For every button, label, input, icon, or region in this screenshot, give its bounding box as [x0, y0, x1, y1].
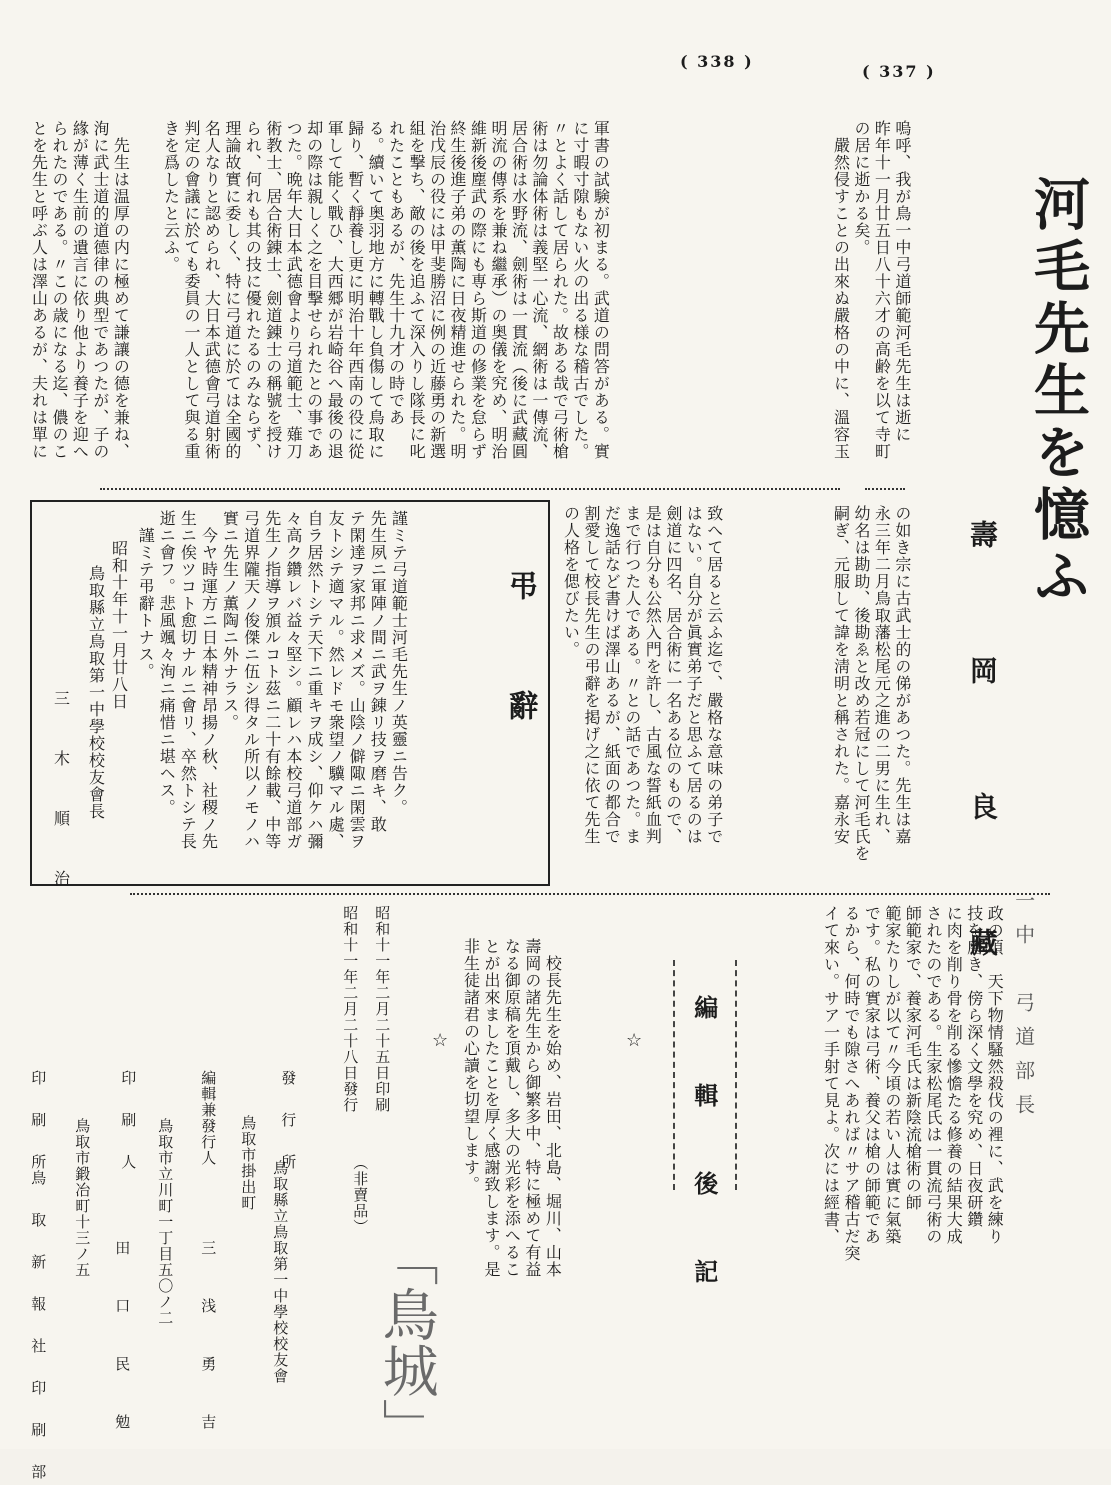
printer-name: 田 口 民 勉 — [113, 1240, 132, 1443]
text-line: 非生徒諸君の心讀を切望します。 — [461, 938, 481, 1193]
essay-intro-columns — [830, 120, 912, 490]
text-line: 弓道界隴天ノ俊傑ニ伍シ得タル所以ノモノハ — [241, 510, 261, 850]
text-line: 終生後進子弟の薫陶に日夜精進せられた。明 — [448, 120, 468, 460]
text-line: れたこともあるが、先生十九才の時であ — [386, 120, 406, 426]
text-line: 先生ノ指導ヲ頒ルコト茲ニ二十有餘載、中等 — [262, 510, 282, 850]
divider — [865, 488, 905, 490]
text-line: る。續いて奥羽地方に轉戰し負傷して鳥取に — [366, 120, 386, 460]
text-line: 範家たりしが以て〃今頃の若い人は實に氣築 — [882, 905, 902, 1245]
text-line: 自ラ居然トシテ天下ニ重キヲ成シ、仰ケハ彌 — [304, 510, 324, 850]
text-line: 術教士、居合術錬士、劍道錬士の稱號を授け — [263, 120, 283, 460]
text-line: 軍して能く戰ひ、大西郷が岩崎谷へ最後の退 — [325, 120, 345, 460]
text-line: 師範家で、養家河毛氏は新陰流槍術の師 — [903, 905, 923, 1211]
essay-columns-bottom-right — [820, 905, 1005, 1262]
condolence-text — [135, 510, 409, 870]
text-line: されたのである。生家松尾氏は一貫流弓術の — [923, 905, 943, 1245]
text-line: 是は自分も公然入門を許し、古風な誓紙血判 — [643, 505, 663, 845]
text-line: 洵に武士道的道德律の典型であつたが、子の — [90, 120, 110, 460]
condolence-signer: 三 木 順 治 — [51, 690, 71, 900]
text-line: 先生夙ニ軍陣ノ間ニ武ヲ錬リ技ヲ磨キ、敢 — [368, 510, 388, 833]
text-line: 々高ク鑽レバ益々堅シ。顧レハ本校弓道部ガ — [283, 510, 303, 850]
text-line: 却の際は親しく之を目撃せられたとの事であ — [304, 120, 324, 460]
essay-columns-middle — [160, 120, 610, 480]
editor-name: 三 浅 勇 吉 — [199, 1240, 218, 1443]
text-line: 判定の會議に於ても委員の一人として與る重 — [181, 120, 201, 460]
page-number-right: ( 337 ) — [862, 62, 936, 81]
publisher-name: 鳥取縣立鳥取第一中學校校友會 — [271, 1160, 290, 1384]
essay-title: 河毛先生を憶ふ — [1025, 175, 1091, 609]
text-line: 技を磨き、傍ら深く文學を究め、日夜研鑽 — [964, 905, 984, 1228]
essay-columns-lower-right — [830, 505, 912, 885]
text-line: られ、何れも其の技に優れたるのみならず、 — [243, 120, 263, 460]
condolence-date: 昭和十年十一月廿八日 — [109, 540, 129, 710]
text-line: なる御原稿を頂戴し、多大の光彩を添へるこ — [502, 938, 522, 1278]
text-line: 劍道に四名、居合術に一名ある位のもので、 — [663, 505, 683, 845]
text-line: つた。晩年大日本武德會より弓道範士、薙刀 — [284, 120, 304, 460]
text-line: 組を撃ち、敵の後を追ふて深入りし隊長に叱 — [407, 120, 427, 460]
price-note: （非賣品） — [351, 1155, 370, 1235]
text-line: 術は勿論体術は義堅一心流、網術は一傳流、 — [529, 120, 549, 460]
text-line: 治戊辰の役には甲斐勝沼に例の近藤勇の新選 — [427, 120, 447, 460]
text-line: 嗚呼、我が鳥一中弓道師範河毛先生は逝に — [892, 120, 912, 443]
divider — [100, 488, 840, 490]
text-line: の人格を偲びたい。 — [561, 505, 581, 658]
text-line: 友トシテ適マル。然レドモ衆望ノ驥マル處、 — [326, 510, 346, 850]
author-name: 壽 岡 良 藏 — [965, 520, 999, 996]
text-line: イて來い。サア一手射て見よ。次には經書、 — [821, 905, 841, 1245]
text-line: 謹ミテ弓道範士河毛先生ノ英靈ニ告ク。 — [389, 510, 409, 816]
editor-address: 鳥取市立川町一丁目五〇ノ二 — [156, 1118, 175, 1326]
text-line: の居に逝かる矣。 — [851, 120, 871, 256]
text-line: られたのである。〃この歳になる迄、儂のこ — [49, 120, 69, 460]
text-line: 嚴然侵すことの出來ぬ嚴格の中に、溫容玉 — [831, 120, 851, 460]
text-line: 理論故實に委しく、特に弓道に於ては全國的 — [222, 120, 242, 460]
text-line: 幼名は勘助、後勘ゑと改め若冠にして河毛氏を — [851, 505, 871, 862]
text-line: まで行つた人である。〃との話であつた。ま — [622, 505, 642, 845]
publisher-label: 發 行 所 — [279, 1070, 298, 1175]
text-line: とが出來ましたことを厚く感謝致します。是 — [481, 938, 501, 1278]
printshop-label: 印 刷 所 — [29, 1070, 48, 1175]
text-line: きを爲したと云ふ。 — [161, 120, 181, 273]
text-line: はない。自分が眞實弟子だと思ふて居るのは — [684, 505, 704, 845]
text-line: 割愛して校長先生の弔辭を掲げ之に依て先生 — [581, 505, 601, 845]
text-line: に寸暇寸隙もない火の出る様な稽古でした。 — [570, 120, 590, 460]
text-line: 生ニ俟ツコト愈切ナルニ會リ、卒然トシテ長 — [178, 510, 198, 850]
printshop-name: 鳥 取 新 報 社 印 刷 部 — [29, 1170, 48, 1485]
text-line: るから、何時でも隙さへあれば〃サア稽古だ突 — [841, 905, 861, 1262]
text-line: とを先生と呼ぶ人は澤山あるが、夫れは單に — [29, 120, 49, 460]
printer-address: 鳥取市鍛冶町十三ノ五 — [73, 1118, 92, 1278]
postscript-border-left — [673, 960, 681, 1190]
essay-columns-mid-lower — [560, 505, 724, 885]
text-line: 政の頃 天下物情騷然殺伐の裡に、武を練り — [985, 905, 1005, 1245]
text-line: 居合術は水野流、劍術は一貫流（後に武藏圓 — [509, 120, 529, 460]
text-line: 今ヤ時運方ニ日本精神昂揚ノ秋、社稷ノ先 — [199, 510, 219, 850]
publisher-address: 鳥取市掛出町 — [239, 1115, 258, 1211]
postscript-heading: 編 輯 後 記 — [689, 995, 719, 1303]
text-line: 謹ミテ弔辭トナス。 — [136, 510, 156, 680]
text-line: 致へて居ると云ふ迄で、嚴格な意味の弟子で — [704, 505, 724, 845]
postscript-border-right — [735, 960, 743, 1190]
text-line: 嗣ぎ、元服して諱を淸明と稱された。嘉永安 — [831, 505, 851, 845]
text-line: 實ニ先生ノ薫陶ニ外ナラス。 — [220, 510, 240, 731]
text-line: テ閑達ヲ家邦ニ求メズ。山陰ノ僻陬ニ閑雲ヲ — [347, 510, 367, 850]
postscript-text — [460, 938, 563, 1278]
print-date: 昭和十一年二月二十五日印刷 — [373, 905, 392, 1113]
text-line: 壽岡の諸先生から御繁多中、特に極めて有益 — [522, 938, 542, 1278]
star-icon: ☆ — [432, 1030, 449, 1051]
essay-columns-left — [28, 120, 130, 480]
text-line: 永三年二月鳥取藩松尾元之進の二男に生れ、 — [872, 505, 892, 845]
text-line: 校長先生を始め、岩田、北島、堀川、山本 — [543, 938, 563, 1278]
text-line: 逝ニ會フ。悲風颯々洵ニ痛惜ニ堪ヘス。 — [157, 510, 177, 816]
text-line: 先生は温厚の内に極めて謙讓の德を兼ね、 — [111, 120, 131, 460]
handwritten-annotation: 一中 弓道部長 — [1011, 890, 1036, 1128]
handwritten-note: 「鳥城」 — [373, 1230, 439, 1454]
star-icon: ☆ — [626, 1030, 643, 1051]
text-line: 軍書の試験が初まる。武道の問答がある。實 — [591, 120, 611, 460]
text-line: 緣が薄く生前の遺言に依り他より養子を迎へ — [70, 120, 90, 460]
page-number-left: ( 338 ) — [680, 52, 754, 71]
text-line: 明流の傳系を兼ね繼承）の奥儀を究め、明治 — [488, 120, 508, 460]
editor-label: 編輯兼發行人 — [199, 1070, 218, 1166]
text-line: 名人なりと認められ、大日本武德會弓道射術 — [202, 120, 222, 460]
text-line: 歸り、暫く靜養し更に明治十年西南の役に從 — [345, 120, 365, 460]
text-line: 〃とよく話して居られた。故ある哉で弓術槍 — [550, 120, 570, 460]
text-line: に肉を削り骨を削る慘憺たる修養の結果大成 — [944, 905, 964, 1245]
printer-label: 印 刷 人 — [119, 1070, 138, 1175]
text-line: だ逸話など書けば澤山あるが、紙面の都合で — [602, 505, 622, 845]
text-line: の如き宗に古武士的の俤があつた。先生は嘉 — [892, 505, 912, 845]
text-line: 昨年十一月廿五日八十六才の高齢を以て寺町 — [872, 120, 892, 460]
publish-date: 昭和十一年二月二十八日發行 — [341, 905, 360, 1113]
text-line: 維新後塵武の際にも専ら斯道の修業を怠らず — [468, 120, 488, 460]
divider — [130, 893, 1050, 895]
text-line: です。私の實家は弓術、養父は槍の師範であ — [862, 905, 882, 1245]
condolence-heading: 弔 辭 — [502, 570, 538, 750]
condolence-org: 鳥取縣立鳥取第一中學校校友會長 — [86, 565, 106, 820]
